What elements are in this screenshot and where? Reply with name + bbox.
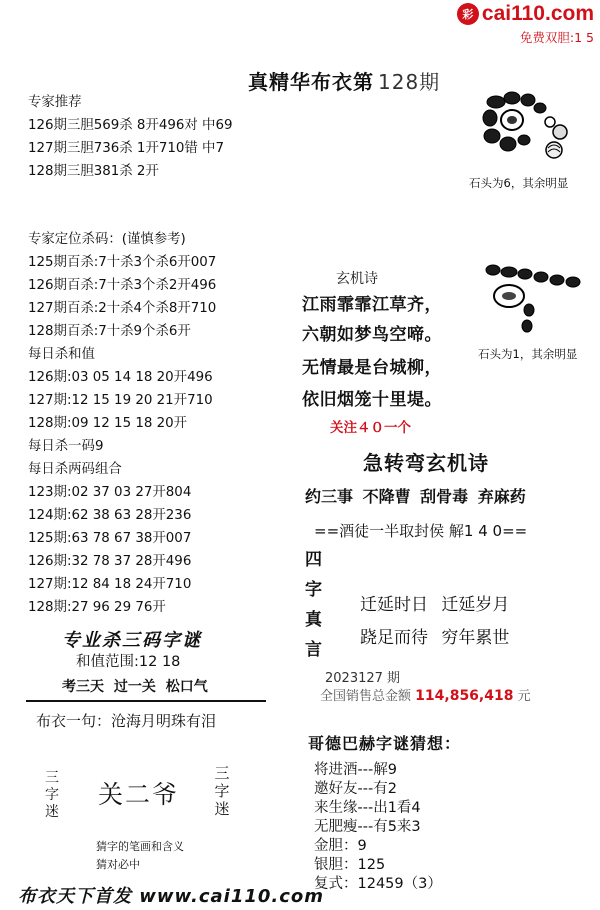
expert-section <box>28 91 232 183</box>
page-title-text: 真精华布衣第 <box>248 70 374 94</box>
riddle-glyph: 三 <box>214 764 230 782</box>
daily-two-line: 127期:12 84 18 24开710 <box>28 577 192 592</box>
three-day-phrase: 考三天 过一关 松口气 <box>62 679 208 695</box>
riddle-hint: 猜对必中 <box>96 858 140 871</box>
footer-text[interactable]: 布衣天下首发 www.cai110.com <box>18 886 325 907</box>
sharp-turn-phrases: 约三事 不降曹 刮骨毒 弃麻药 <box>305 487 526 506</box>
goethe-line: 银胆：125 <box>314 857 386 873</box>
daily-sum-line: 126期:03 05 14 18 20开496 <box>28 370 213 385</box>
position-kill-line: 127期百杀:2十杀4个杀8开710 <box>28 301 217 316</box>
daily-sum-heading: 每日杀和值 <box>28 347 95 362</box>
drunk-hint: ==酒徒一半取封侯 解1 4 0== <box>314 522 528 540</box>
sum-range: 和值范围:12 18 <box>76 654 181 670</box>
goethe-title: 哥德巴赫字谜猜想： <box>308 734 462 753</box>
logo-badge-icon: 彩 <box>457 3 479 25</box>
poem-line: 江雨霏霏江草齐， <box>302 295 442 315</box>
goethe-line: 将进酒---解9 <box>314 762 397 778</box>
daily-two-heading: 每日杀两码组合 <box>28 462 122 477</box>
four-char-glyph: 四 <box>305 550 322 570</box>
four-char-vertical-label <box>305 545 325 665</box>
expert-line: 127期三胆736杀 1开710错 中7 <box>28 141 224 156</box>
position-kill-line: 125期百杀:7十杀3个杀6开007 <box>28 255 217 270</box>
daily-two-line: 123期:02 37 03 27开804 <box>28 485 192 500</box>
poem-title: 玄机诗 <box>336 271 378 287</box>
stone-caption-1: 石头为6，其余明显 <box>469 176 569 190</box>
expert-heading: 专家推荐 <box>28 95 82 110</box>
logo-text: cai110.com <box>481 2 594 25</box>
four-char-row: 迁延时日 迁延岁月 <box>360 595 510 615</box>
riddle-glyph: 迷 <box>214 800 230 818</box>
stone-caption-2: 石头为1，其余明显 <box>478 347 578 361</box>
goethe-line: 来生缘---出1看4 <box>314 800 421 816</box>
free-double-label: 免费双胆:1 5 <box>519 30 594 45</box>
site-logo[interactable] <box>457 2 594 26</box>
sales-label: 全国销售总金额 <box>320 689 412 704</box>
riddle-vertical-left <box>44 770 60 821</box>
riddle-hint: 猜字的笔画和含义 <box>96 840 184 853</box>
daily-two-line: 126期:32 78 37 28开496 <box>28 554 192 569</box>
position-kill-section <box>28 228 216 619</box>
sales-unit: 元 <box>517 689 531 704</box>
daily-sum-line: 127期:12 15 19 20 21开710 <box>28 393 213 408</box>
poem-line: 依旧烟笼十里堤。 <box>302 390 442 410</box>
sales-total <box>320 685 531 704</box>
page-title-issue: 128期 <box>378 70 441 94</box>
sharp-turn-title: 急转弯玄机诗 <box>363 451 489 475</box>
poem-line: 六朝如梦鸟空啼。 <box>302 325 442 345</box>
position-kill-heading: 专家定位杀码：(谨慎参考) <box>28 232 186 247</box>
attention-note: 关注４０一个 <box>330 420 411 436</box>
riddle-vertical-right <box>214 764 230 818</box>
riddle-glyph: 迷 <box>45 804 59 820</box>
four-char-row: 跷足而待 穷年累世 <box>360 628 510 648</box>
four-char-glyph: 言 <box>305 640 322 660</box>
divider <box>26 700 266 702</box>
stones-ring-icon <box>478 90 578 172</box>
goethe-line: 复式：12459（3） <box>314 876 442 892</box>
pro-kill-title: 专业杀三码字谜 <box>62 630 202 651</box>
stone-picture-1 <box>478 90 578 172</box>
daily-sum-line: 128期:09 12 15 18 20开 <box>28 416 188 431</box>
goethe-line: 无肥瘦---有5来3 <box>314 819 421 835</box>
position-kill-line: 128期百杀:7十杀9个杀6开 <box>28 324 191 339</box>
poem-line: 无情最是台城柳， <box>302 358 442 378</box>
riddle-answer: 关二爷 <box>98 780 180 809</box>
daily-two-line: 128期:27 96 29 76开 <box>28 600 166 615</box>
goethe-line: 邀好友---有2 <box>314 781 397 797</box>
goethe-line: 金胆：9 <box>314 838 367 854</box>
daily-two-line: 125期:63 78 67 38开007 <box>28 531 192 546</box>
position-kill-line: 126期百杀:7十杀3个杀2开496 <box>28 278 217 293</box>
riddle-glyph: 三 <box>45 770 59 786</box>
sales-issue: 2023127 期 <box>325 671 401 686</box>
expert-line: 126期三胆569杀 8开496对 中69 <box>28 118 233 133</box>
riddle-glyph: 字 <box>45 787 59 803</box>
daily-one-heading: 每日杀一码9 <box>28 439 104 454</box>
daily-two-line: 124期:62 38 63 28开236 <box>28 508 192 523</box>
riddle-glyph: 字 <box>214 782 230 800</box>
four-char-glyph: 字 <box>305 580 322 600</box>
cloth-phrase: 布衣一句：沧海月明珠有泪 <box>36 712 217 730</box>
header-top-right <box>457 2 594 46</box>
stone-picture-2 <box>483 262 583 342</box>
four-char-glyph: 真 <box>305 610 322 630</box>
expert-line: 128期三胆381杀 2开 <box>28 164 159 179</box>
sales-amount: 114,856,418 <box>415 688 514 704</box>
page-title <box>248 66 440 95</box>
stones-chain-icon <box>483 262 583 342</box>
